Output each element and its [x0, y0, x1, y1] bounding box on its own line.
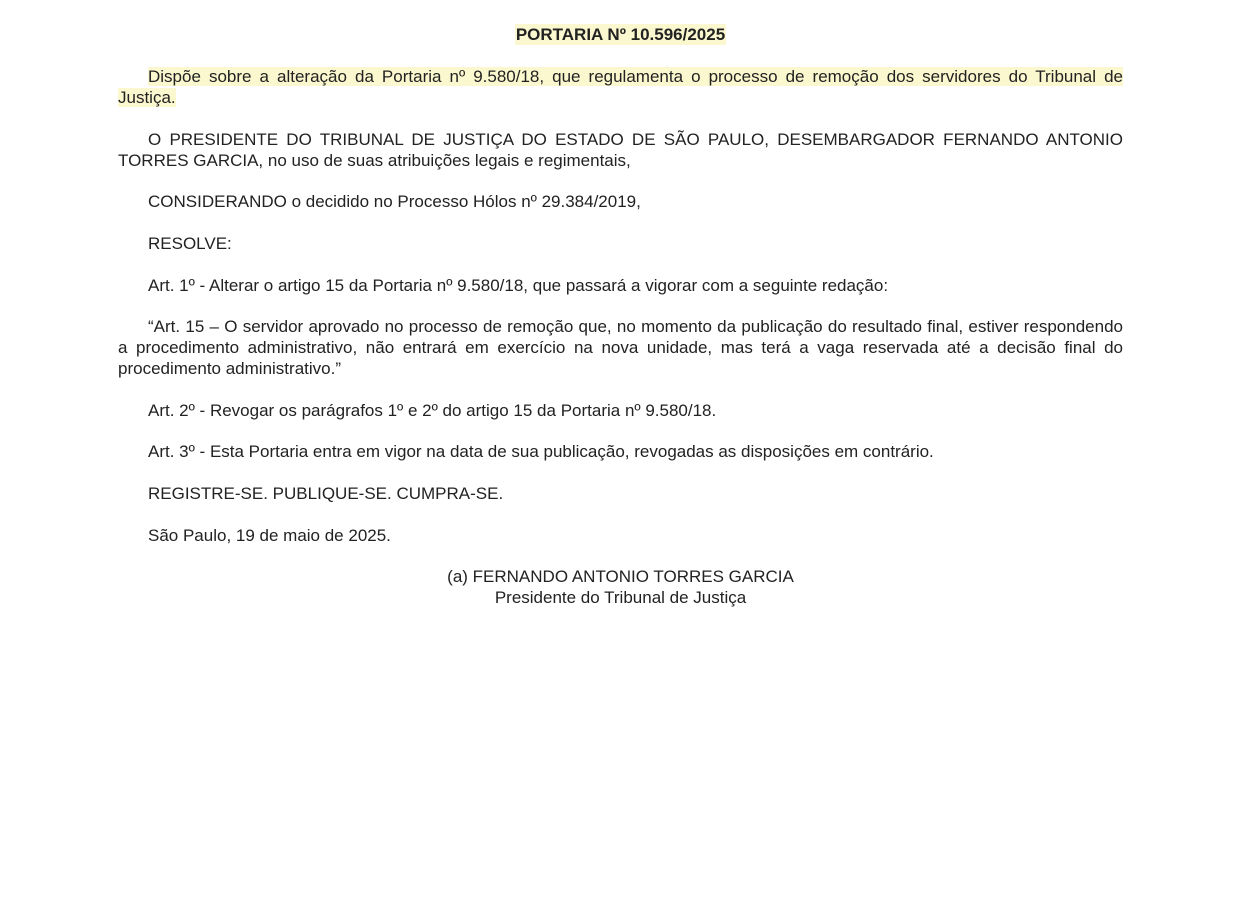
ementa-text: Dispõe sobre a alteração da Portaria nº 9.580/18, que regulamenta o processo de remoção dos servidores do Tribunal de Justiça. [118, 67, 1123, 107]
closing-formula: REGISTRE-SE. PUBLIQUE-SE. CUMPRA-SE. [148, 484, 504, 503]
article-15-quote: “Art. 15 – O servidor aprovado no processo de remoção que, no momento da publicação do resultado final, estiver respondendo a procedimento administrativo, não entrará em exercício na nova unidade, mas terá a vaga reservada até a decisão final do procedimento administrativo.” [118, 317, 1123, 378]
resolve-heading: RESOLVE: [148, 234, 232, 253]
place-date: São Paulo, 19 de maio de 2025. [148, 526, 391, 545]
article-1: Art. 1º - Alterar o artigo 15 da Portaria nº 9.580/18, que passará a vigorar com a seguinte redação: [148, 276, 889, 295]
preamble-paragraph: O PRESIDENTE DO TRIBUNAL DE JUSTIÇA DO ESTADO DE SÃO PAULO, DESEMBARGADOR FERNANDO ANTONIO TORRES GARCIA, no uso de suas atribuições legais e regimentais, [118, 130, 1123, 170]
signature-name: (a) FERNANDO ANTONIO TORRES GARCIA [447, 567, 794, 586]
signature-role: Presidente do Tribunal de Justiça [494, 588, 747, 607]
ementa-paragraph [118, 66, 1123, 108]
considerando-paragraph: CONSIDERANDO o decidido no Processo Hólos nº 29.384/2019, [148, 192, 641, 211]
title-block [118, 24, 1123, 45]
document-title: PORTARIA Nº 10.596/2025 [515, 25, 726, 44]
article-3: Art. 3º - Esta Portaria entra em vigor na data de sua publicação, revogadas as disposições em contrário. [148, 442, 934, 461]
article-2: Art. 2º - Revogar os parágrafos 1º e 2º do artigo 15 da Portaria nº 9.580/18. [148, 401, 717, 420]
